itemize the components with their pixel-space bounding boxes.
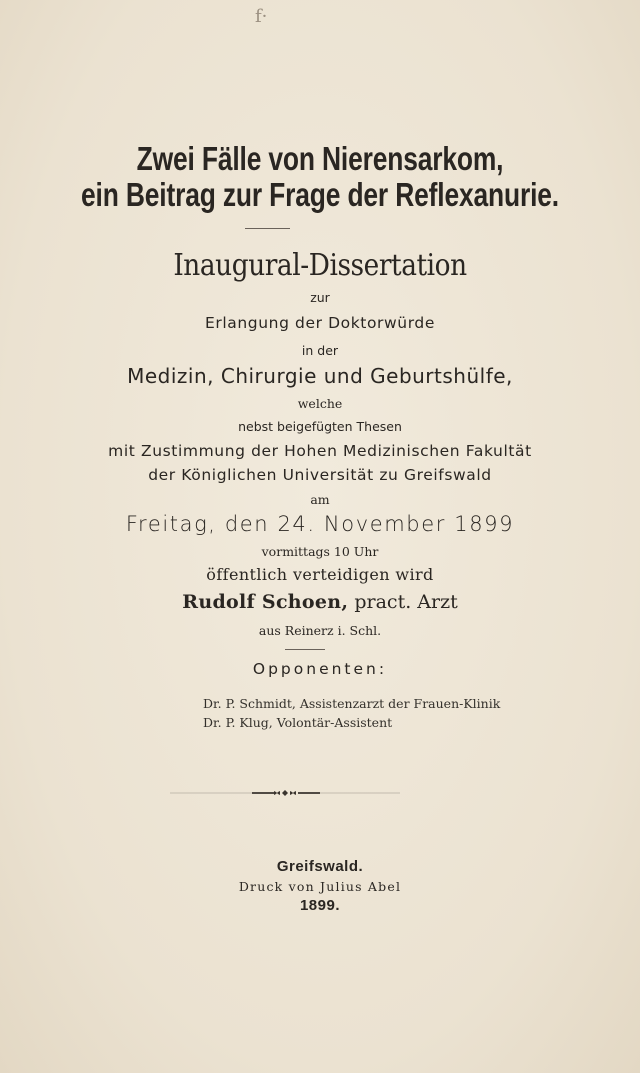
- opponent-1: Dr. P. Schmidt, Assistenzarzt der Frauen-Klinik: [203, 696, 501, 711]
- origin-text: aus Reinerz i. Schl.: [258, 623, 382, 638]
- publisher-city: Greifswald.: [276, 858, 364, 875]
- author-name: Rudolf Schoen,: [182, 591, 349, 613]
- title-line-2: ein Beitrag zur Frage der Reflexanurie.: [81, 176, 559, 213]
- verteidigen-text: öffentlich verteidigen wird: [206, 565, 434, 584]
- zur-text: zur: [310, 290, 330, 305]
- dissertation-heading: Inaugural-Dissertation: [173, 248, 467, 283]
- author-line: [0, 591, 640, 613]
- zustimmung-text: mit Zustimmung der Hohen Medizinischen Fakultät: [108, 442, 532, 460]
- opponenten-heading: Opponenten:: [252, 660, 388, 678]
- erlangung-text: Erlangung der Doktorwürde: [204, 314, 436, 332]
- opponent-2: Dr. P. Klug, Volontär-Assistent: [203, 715, 393, 730]
- divider-short-1: [245, 228, 290, 229]
- date-text: Freitag, den 24. November 1899: [125, 512, 515, 536]
- top-pencil-mark: f·: [255, 6, 268, 27]
- author-title: pract. Arzt: [354, 591, 458, 613]
- welche-text: welche: [297, 396, 343, 411]
- divider-short-2: [285, 649, 325, 650]
- universitaet-text: der Königlichen Universität zu Greifswald: [148, 466, 492, 484]
- fields-text: Medizin, Chirurgie und Geburtshülfe,: [127, 364, 513, 388]
- title-line-1: Zwei Fälle von Nierensarkom,: [136, 140, 504, 177]
- in-der-text: in der: [301, 343, 339, 358]
- publisher-printer: Druck von Julius Abel: [238, 879, 402, 894]
- time-text: vormittags 10 Uhr: [261, 544, 379, 559]
- nebst-text: nebst beigefügten Thesen: [238, 419, 402, 434]
- am-text: am: [310, 492, 330, 507]
- publisher-year: 1899.: [299, 897, 341, 914]
- ornamental-divider: [170, 790, 400, 796]
